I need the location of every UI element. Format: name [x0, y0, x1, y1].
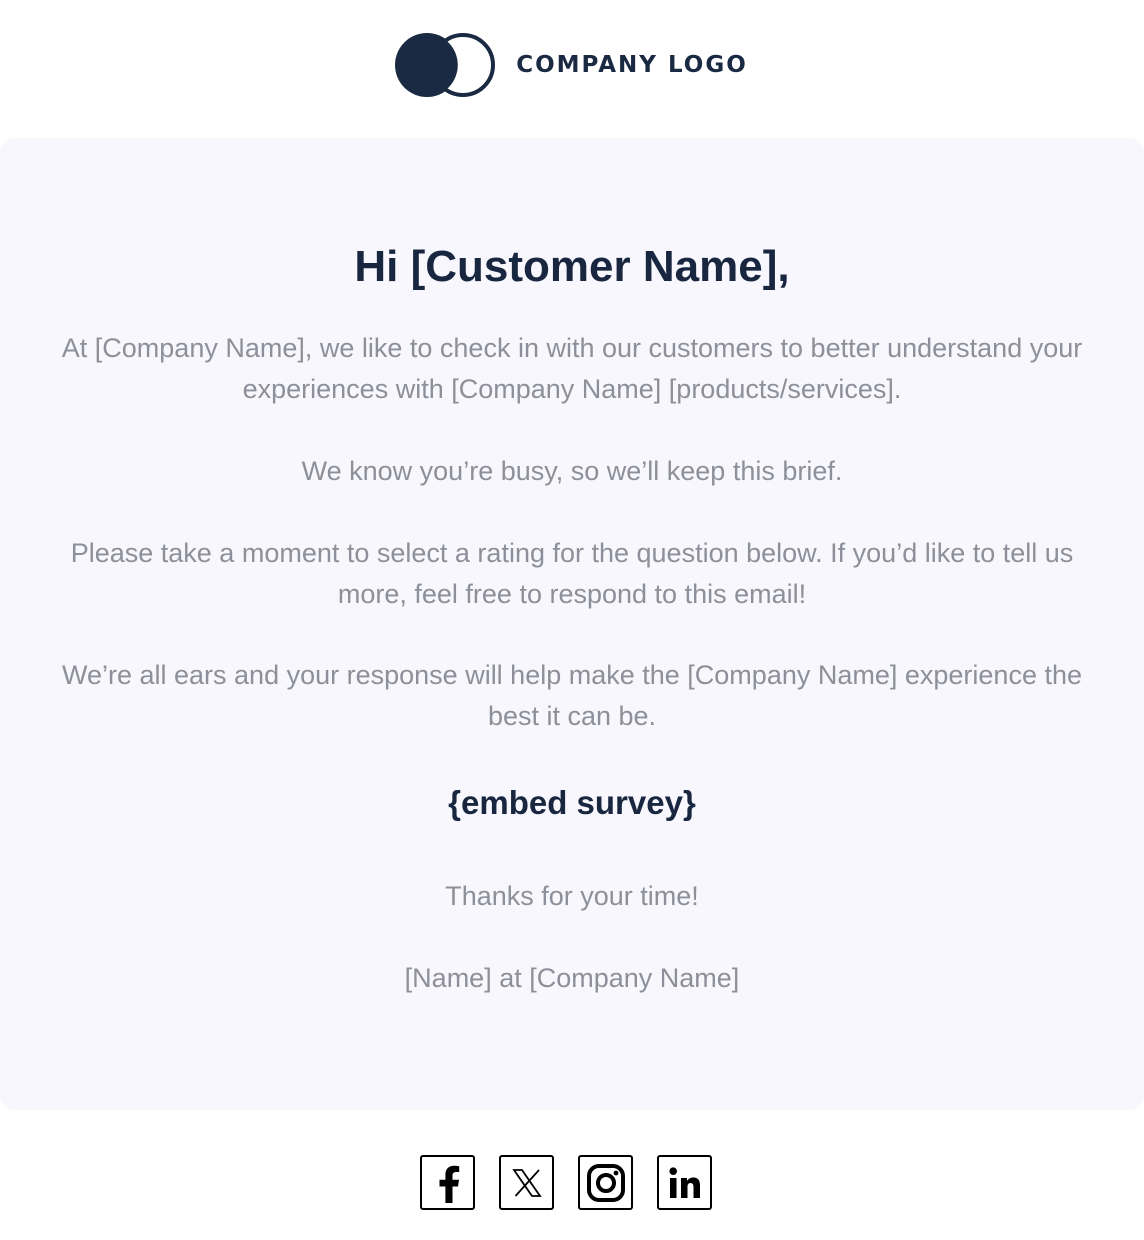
- social-links: [420, 1155, 712, 1210]
- x-link[interactable]: [499, 1155, 554, 1210]
- signature-text: [Name] at [Company Name]: [404, 963, 740, 993]
- linkedin-link[interactable]: [657, 1155, 712, 1210]
- embed-survey-placeholder[interactable]: {embed survey}: [448, 784, 696, 821]
- company-logo[interactable]: [394, 32, 748, 98]
- facebook-icon: [433, 1163, 463, 1203]
- linkedin-icon: [668, 1166, 702, 1200]
- logo-mark-icon: [394, 32, 498, 98]
- instagram-link[interactable]: [578, 1155, 633, 1210]
- brief-paragraph: We know you’re busy, so we’ll keep this brief.: [301, 456, 843, 486]
- x-icon: [512, 1168, 542, 1198]
- email-header: [0, 0, 1144, 138]
- intro-paragraph: At [Company Name], we like to check in with our customers to better understand your experiences with [Company Name] [products/services].: [61, 333, 1083, 404]
- all-ears-paragraph: We’re all ears and your response will help make the [Company Name] experience the best it can be.: [61, 660, 1082, 731]
- instagram-icon: [586, 1163, 626, 1203]
- thanks-text: Thanks for your time!: [445, 881, 699, 911]
- logo-text: COMPANY LOGO: [516, 52, 748, 78]
- greeting-heading: Hi [Customer Name],: [354, 242, 790, 291]
- email-body-card: [0, 138, 1144, 1110]
- rating-request-paragraph: Please take a moment to select a rating for the question below. If you’d like to tell us more, feel free to respond to this email!: [70, 538, 1074, 609]
- facebook-link[interactable]: [420, 1155, 475, 1210]
